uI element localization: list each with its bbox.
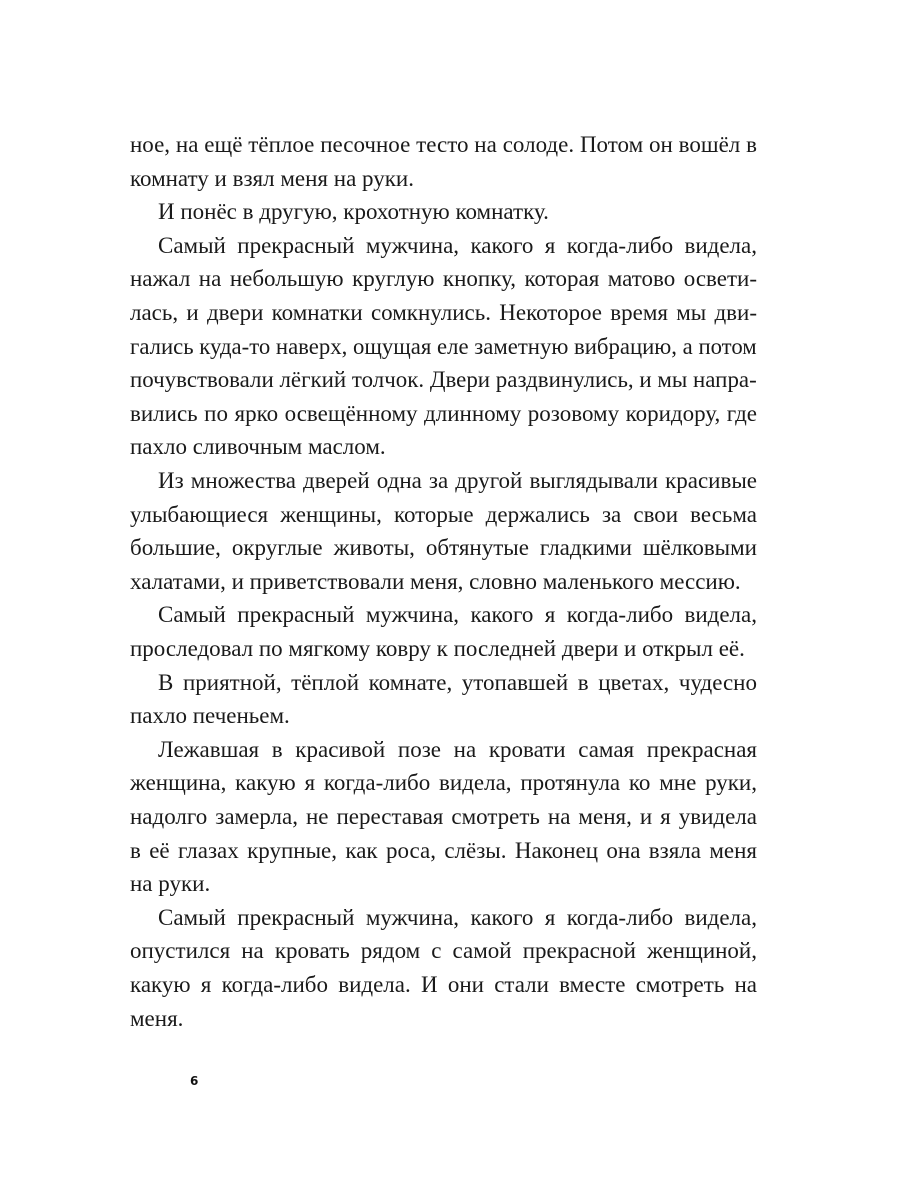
text-line: пахло печеньем. — [130, 703, 290, 729]
text-line: Самый прекрасный мужчина, какого я когда-либо видела, — [158, 904, 757, 930]
page-number: 6 — [190, 1074, 199, 1088]
text-line: почувствовали лёгкий толчок. Двери раздвинулись, и мы напра- — [130, 367, 757, 393]
text-line: В приятной, тёплой комнате, утопавшей в цветах, чудесно — [158, 669, 757, 695]
text-line: большие, округлые животы, обтянутые гладкими шёлковыми — [130, 535, 757, 561]
text-line: Из множества дверей одна за другой выглядывали красивые — [158, 468, 757, 493]
text-line: какую я когда-либо видела. И они стали вместе смотреть на — [130, 972, 757, 997]
text-line: нажал на небольшую круглую кнопку, которая матово освети- — [130, 266, 757, 292]
text-line: ное, на ещё тёплое песочное тесто на солоде. Потом он вошёл в — [130, 132, 757, 157]
text-line: надолго замерла, не переставая смотреть на меня, и я увидела — [130, 804, 757, 829]
text-line: Лежавшая в красивой позе на кровати самая прекрасная — [158, 736, 757, 762]
text-line: проследовал по мягкому ковру к последней двери и открыл её. — [130, 636, 745, 661]
text-line: халатами, и приветствовали меня, словно маленького мессию. — [130, 568, 741, 594]
text-line: в её глазах крупные, как роса, слёзы. Наконец она взяла меня — [130, 837, 757, 863]
text-line: Самый прекрасный мужчина, какого я когда-либо видела, — [158, 232, 757, 258]
text-line: на руки. — [130, 871, 211, 897]
text-line: вились по ярко освещённому длинному розовому коридору, где — [130, 400, 757, 426]
text-line: опустился на кровать рядом с самой прекрасной женщиной, — [130, 938, 757, 964]
text-line: пахло сливочным маслом. — [130, 434, 386, 460]
text-line: лась, и двери комнатки сомкнулись. Некоторое время мы дви- — [130, 300, 757, 325]
text-line: Самый прекрасный мужчина, какого я когда-либо видела, — [158, 602, 757, 628]
text-line: гались куда-то наверх, ощущая еле заметную вибрацию, а потом — [130, 333, 757, 359]
text-line: И понёс в другую, крохотную комнатку. — [158, 199, 549, 225]
text-line: комнату и взял меня на руки. — [130, 165, 414, 191]
text-line: меня. — [130, 1005, 184, 1031]
text-line: улыбающиеся женщины, которые держались за свои весьма — [130, 501, 757, 527]
text-line: женщина, какую я когда-либо видела, протянула ко мне руки, — [130, 770, 757, 796]
